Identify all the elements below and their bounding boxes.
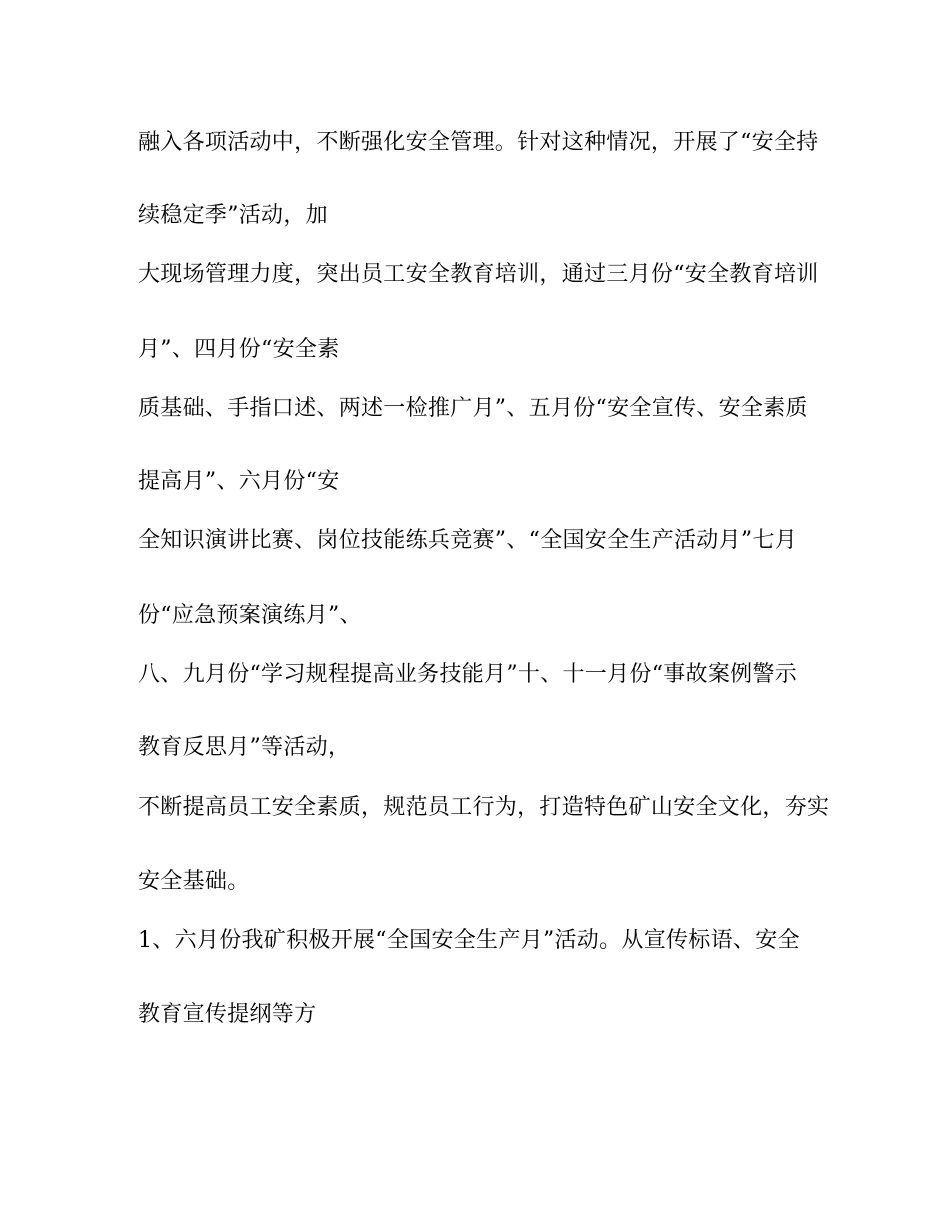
text-line: 教育反思月”等活动，: [138, 735, 351, 760]
text-line: 1、六月份我矿积极开展“全国安全生产月”活动。从宣传标语、安全: [138, 928, 800, 953]
text-line: 教育宣传提纲等方: [138, 1002, 317, 1027]
text-line: 提高月”、六月份“安: [138, 469, 340, 494]
text-line: 不断提高员工安全素质，规范员工行为，打造特色矿山安全文化，夯实: [138, 795, 830, 820]
text-line: 安全基础。: [138, 869, 250, 894]
text-line: 月”、四月份“安全素: [138, 337, 340, 362]
text-line: 八、九月份“学习规程提高业务技能月”十、十一月份“事故案例警示: [138, 662, 798, 687]
text-line: 融入各项活动中，不断强化安全管理。针对这种情况，开展了“安全持: [138, 130, 819, 155]
text-line: 份“应急预案演练月”、: [138, 603, 362, 628]
text-line: 全知识演讲比赛、岗位技能练兵竞赛”、“全国安全生产活动月”七月: [138, 528, 798, 553]
text-line: 续稳定季”活动，加: [138, 203, 328, 228]
text-line: 大现场管理力度，突出员工安全教育培训，通过三月份“安全教育培训: [138, 262, 819, 287]
text-line: 质基础、手指口述、两述一检推广月”、五月份“安全宣传、安全素质: [138, 396, 808, 421]
